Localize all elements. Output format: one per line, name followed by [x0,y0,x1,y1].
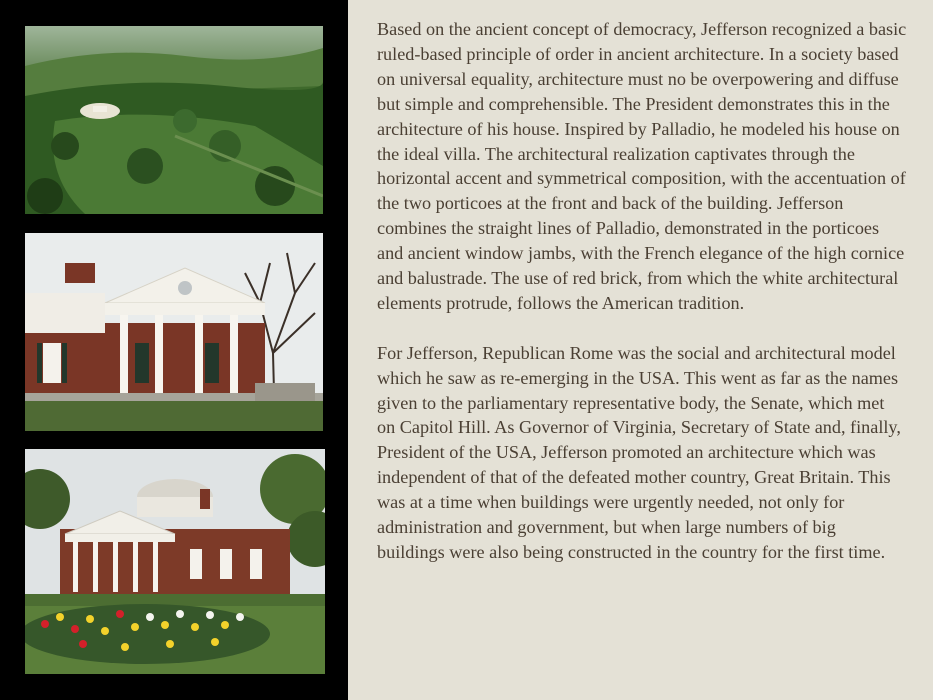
aerial-estate-photo [25,26,323,214]
portico-closeup-photo [25,233,323,431]
garden-view-photo [25,449,325,674]
paragraph-republican-rome: For Jefferson, Republican Rome was the social and architectural model which he saw as re-emerging in the USA. This went as far as the names given to the parliamentary representative body, the Senate, which met on Capitol Hill. As Governor of Virginia, Secretary of State and, finally, President of the USA, Jefferson promoted an architecture which was independent of that of the defeated mother country, Great Britain. This was at a time when buildings were urgently needed, not only for administration and government, but when large numbers of big buildings were also being constructed in the country for the first time. [377,342,901,563]
body-text [377,17,907,565]
paragraph-palladio: Based on the ancient concept of democracy, Jefferson recognized a basic ruled-based principle of order in ancient architecture. In a society based on universal equality, architecture must no be overpowering and diffuse but simple and comprehensible. The President demonstrates this in the architecture of his house. Inspired by Palladio, he modeled his house on the ideal villa. The architectural realization captivates through the horizontal accent and symmetrical composition, with the accentuation of the two porticoes at the front and back of the building. Jefferson combines the straight lines of Palladio, demonstrated in the porticoes and ancient window jambs, with the French elegance of the high cornice and balustrade. The use of red brick, from which the white architectural elements protrude, follows the American tradition. [377,19,907,313]
photo-panel [0,0,348,700]
